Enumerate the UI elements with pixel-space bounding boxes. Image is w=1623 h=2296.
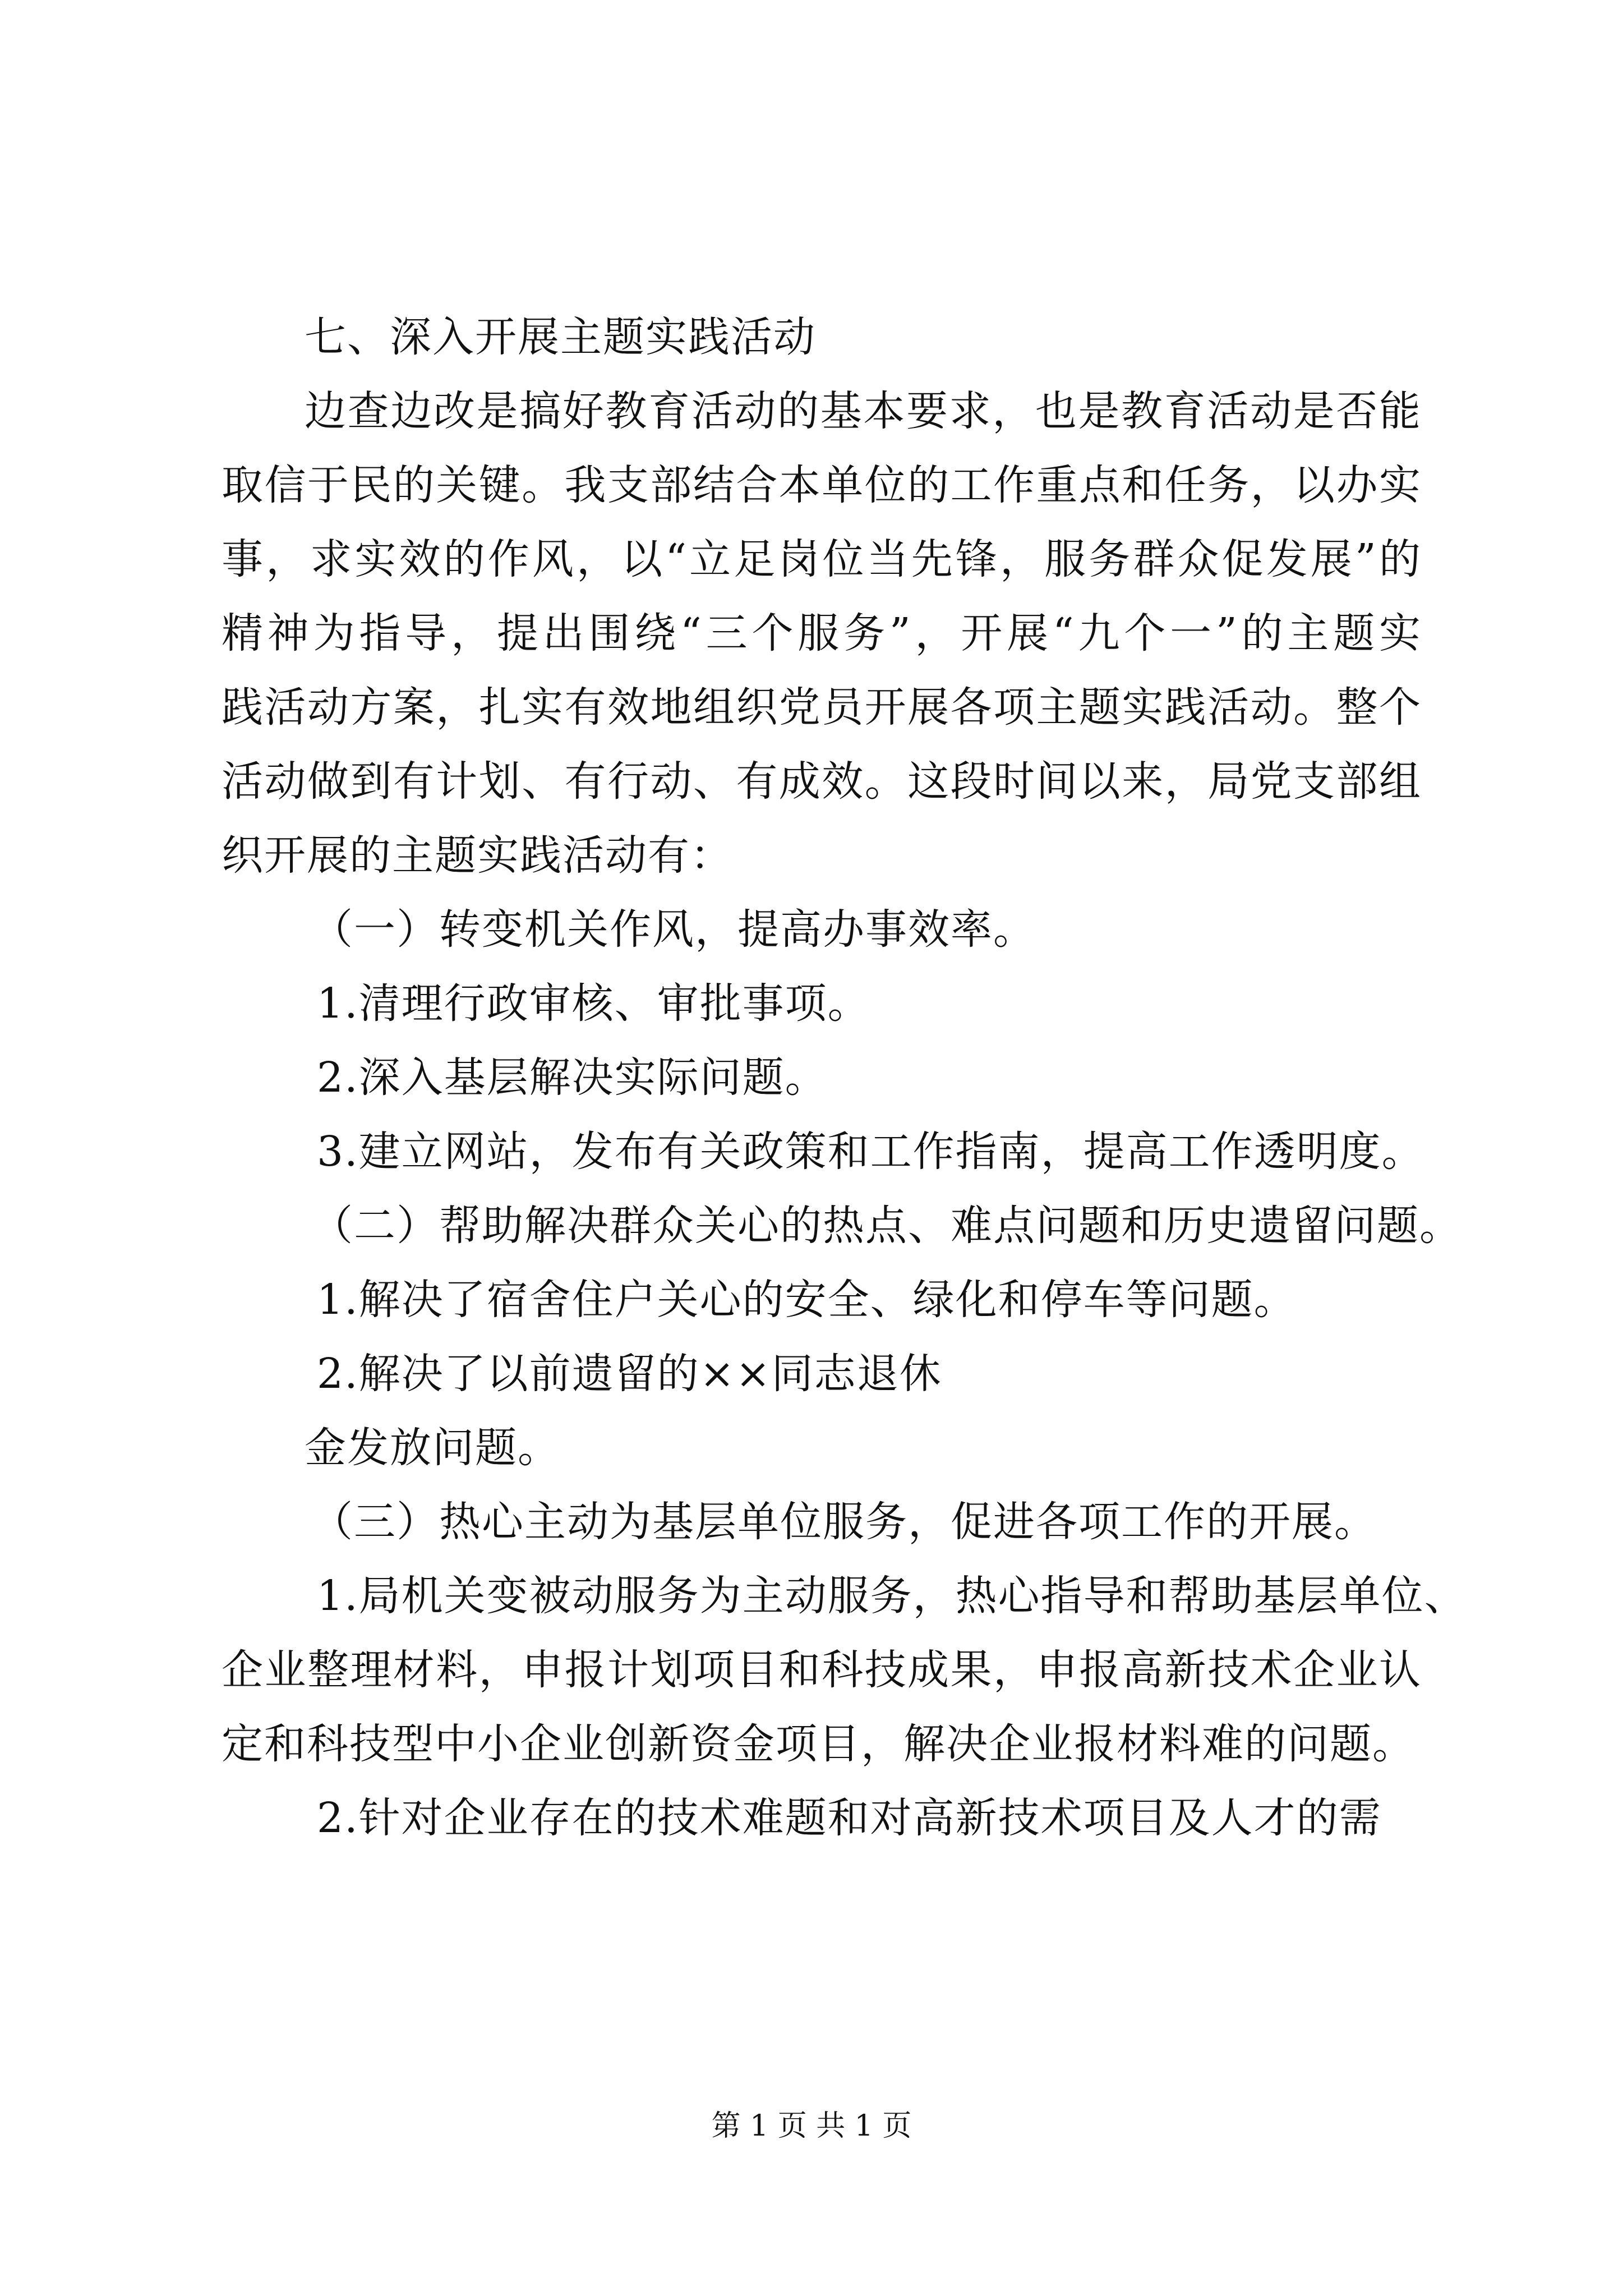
- paragraph-line: 事，求实效的作风，以“立足岗位当先锋，服务群众促发展”的: [222, 535, 1422, 583]
- paragraph-line: 金发放问题。: [305, 1424, 560, 1472]
- list-item: 2.深入基层解决实际问题。: [317, 1053, 828, 1102]
- subheading: （二）帮助解决群众关心的热点、难点问题和历史遗留问题。: [311, 1202, 1462, 1250]
- paragraph-line: 践活动方案，扎实有效地组织党员开展各项主题实践活动。整个: [222, 683, 1422, 731]
- list-item: 1.局机关变被动服务为主动服务，热心指导和帮助基层单位、: [317, 1572, 1467, 1620]
- paragraph-line: 活动做到有计划、有行动、有成效。这段时间以来，局党支部组: [222, 757, 1422, 806]
- paragraph-line: 精神为指导，提出围绕“三个服务”，开展“九个一”的主题实: [222, 609, 1422, 657]
- list-item: 2.针对企业存在的技术难题和对高新技术项目及人才的需: [317, 1794, 1382, 1842]
- list-item: 3.建立网站，发布有关政策和工作指南，提高工作透明度。: [317, 1128, 1424, 1176]
- document-body: [222, 300, 1467, 1855]
- subheading: （三）热心主动为基层单位服务，促进各项工作的开展。: [311, 1498, 1377, 1546]
- list-item: 1.清理行政审核、审批事项。: [317, 979, 870, 1028]
- paragraph-line: 边查边改是搞好教育活动的基本要求，也是教育活动是否能: [305, 387, 1422, 435]
- list-item: 2.解决了以前遗留的××同志退休: [317, 1350, 942, 1398]
- paragraph-line: 织开展的主题实践活动有：: [222, 831, 733, 880]
- subheading: （一）转变机关作风，提高办事效率。: [311, 905, 1036, 954]
- section-heading: 七、深入开展主题实践活动: [305, 313, 816, 361]
- paragraph-line: 定和科技型中小企业创新资金项目，解决企业报材料难的问题。: [222, 1720, 1415, 1768]
- paragraph-line: 企业整理材料，申报计划项目和科技成果，申报高新技术企业认: [222, 1646, 1422, 1694]
- list-item: 1.解决了宿舍住户关心的安全、绿化和停车等问题。: [317, 1276, 1297, 1324]
- paragraph-line: 取信于民的关键。我支部结合本单位的工作重点和任务，以办实: [222, 461, 1422, 509]
- page-footer: 第 1 页 共 1 页: [711, 2109, 912, 2143]
